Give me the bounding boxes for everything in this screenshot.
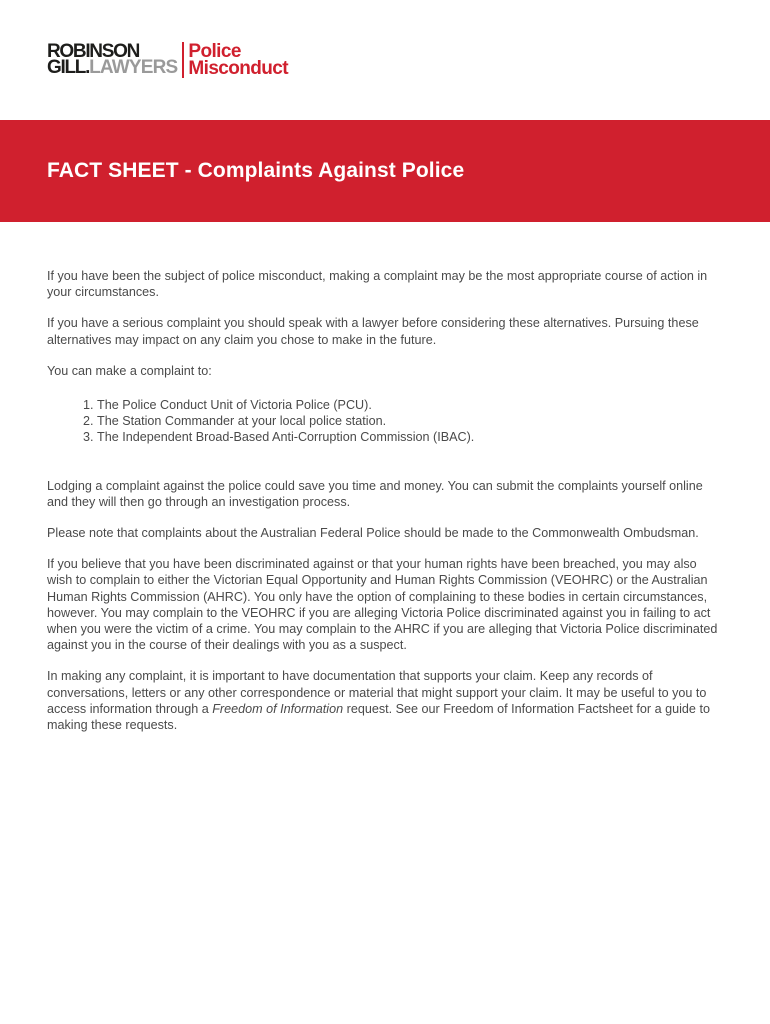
logo-practice-area	[188, 42, 288, 78]
logo-lawyers: LAWYERS	[89, 57, 178, 78]
title-banner	[0, 120, 770, 222]
logo-police: Police	[188, 41, 241, 62]
paragraph-intro: If you have been the subject of police misconduct, making a complaint may be the most appropriate course of action in your circumstances.	[47, 269, 708, 300]
logo-divider	[182, 42, 184, 78]
list-item: 1. The Police Conduct Unit of Victoria Police (PCU).	[97, 397, 719, 413]
logo-line-gill-lawyers	[47, 57, 178, 78]
paragraph-afp: Please note that complaints about the Australian Federal Police should be made to the Commonwealth Ombudsman.	[47, 526, 699, 541]
documentation-text-start: In making any complaint, it is important to have documentation that supports your claim. Keep any records of conversations, letters or any other correspondence or material that might support your claim. It may be useful to you to access information through a	[47, 669, 707, 716]
list-item: 3. The Independent Broad-Based Anti-Corruption Commission (IBAC).	[97, 429, 719, 445]
paragraph-documentation	[47, 668, 719, 733]
list-item: 2. The Station Commander at your local police station.	[97, 413, 719, 429]
paragraph-discrimination: If you believe that you have been discriminated against or that your human rights have been breached, you may also wish to complain to either the Victorian Equal Opportunity and Human Rights Commission (VEOHRC) or the Australian Human Rights Commission (AHRC). You only have the option of complaining to these bodies in certain circumstances, however. You may complain to the VEOHRC if you are alleging Victoria Police discriminated against you in failing to act when you were the victim of a crime. You may complain to the AHRC if you are alleging that Victoria Police discriminated against you in the course of their dealings with you as a suspect.	[47, 557, 718, 653]
logo-misconduct: Misconduct	[188, 58, 288, 79]
fact-sheet-body	[47, 268, 719, 748]
complaint-bodies-list	[47, 397, 719, 446]
documentation-text-end: request. See our Freedom of Information Factsheet for a guide to making these requests.	[47, 701, 710, 733]
logo-firm-name	[47, 42, 177, 78]
paragraph-complaint-to: You can make a complaint to:	[47, 363, 212, 378]
paragraph-lodging: Lodging a complaint against the police could save you time and money. You can submit the complaints yourself online and they will then go through an investigation process.	[47, 478, 703, 509]
logo-line-robinson: ROBINSON	[47, 41, 139, 62]
logo-gill: GILL.	[47, 57, 90, 78]
paragraph-lawyer-advice: If you have a serious complaint you should speak with a lawyer before considering these alternatives. Pursuing these alternatives may impact on any claim you chose to make in the future.	[47, 316, 699, 347]
page-title: FACT SHEET - Complaints Against Police	[47, 159, 465, 182]
firm-logo	[47, 42, 288, 78]
freedom-of-information-term: Freedom of Information	[212, 701, 344, 716]
